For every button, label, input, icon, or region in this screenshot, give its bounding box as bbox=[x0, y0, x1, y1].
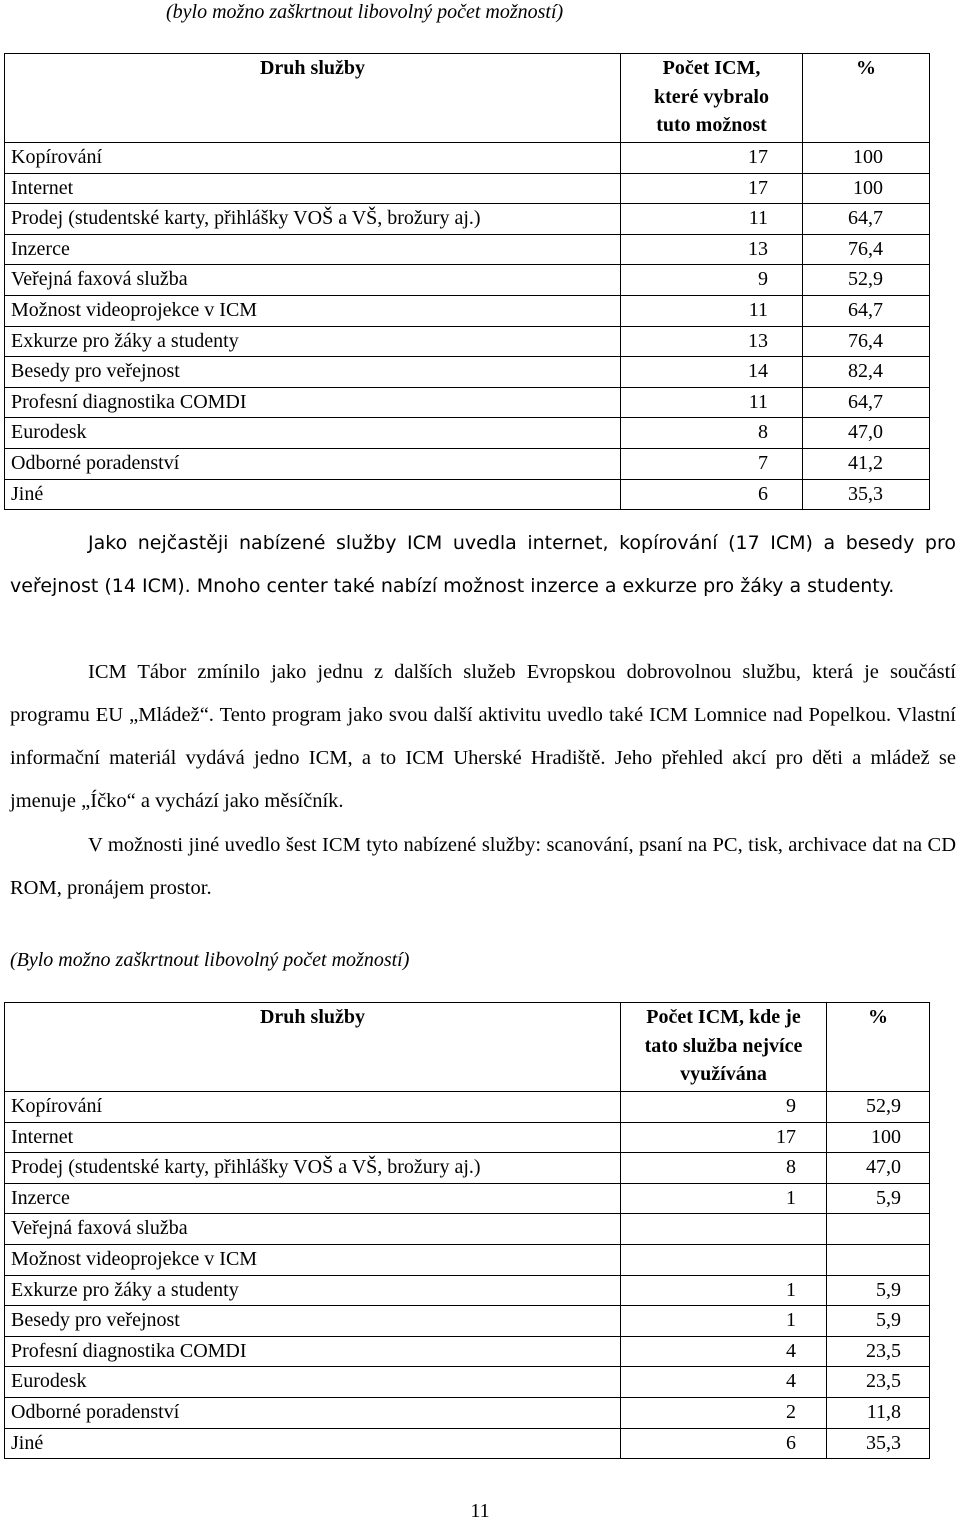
percent-cell: 100 bbox=[827, 1122, 930, 1153]
percent-cell: 76,4 bbox=[803, 326, 930, 357]
percent-cell: 82,4 bbox=[803, 357, 930, 388]
table-row bbox=[5, 326, 930, 357]
services-offered-table bbox=[4, 53, 930, 510]
table-row bbox=[5, 1397, 930, 1428]
table-row bbox=[5, 357, 930, 388]
table-row bbox=[5, 265, 930, 296]
count-cell: 6 bbox=[621, 479, 803, 510]
service-cell: Možnost videoprojekce v ICM bbox=[5, 1244, 621, 1275]
table-row bbox=[5, 418, 930, 449]
service-cell: Odborné poradenství bbox=[5, 448, 621, 479]
percent-cell: 52,9 bbox=[803, 265, 930, 296]
table-row bbox=[5, 1367, 930, 1398]
service-cell: Profesní diagnostika COMDI bbox=[5, 387, 621, 418]
table-row bbox=[5, 234, 930, 265]
service-cell: Veřejná faxová služba bbox=[5, 1214, 621, 1245]
table-row bbox=[5, 143, 930, 174]
service-cell: Besedy pro veřejnost bbox=[5, 1306, 621, 1337]
service-cell: Kopírování bbox=[5, 143, 621, 174]
services-most-used-table bbox=[4, 1002, 930, 1459]
count-cell: 17 bbox=[621, 1122, 827, 1153]
percent-cell: 23,5 bbox=[827, 1336, 930, 1367]
table-row bbox=[5, 1428, 930, 1459]
count-cell: 1 bbox=[621, 1275, 827, 1306]
percent-cell: 5,9 bbox=[827, 1306, 930, 1337]
percent-cell: 100 bbox=[803, 143, 930, 174]
count-cell: 2 bbox=[621, 1397, 827, 1428]
percent-cell: 41,2 bbox=[803, 448, 930, 479]
service-cell: Možnost videoprojekce v ICM bbox=[5, 295, 621, 326]
table-row bbox=[5, 1183, 930, 1214]
percent-cell bbox=[827, 1214, 930, 1245]
paragraph-tabor: ICM Tábor zmínilo jako jednu z dalších služeb Evropskou dobrovolnou službu, která je součástí programu EU „Mládež“. Tento program jako svou další aktivitu uvedlo také ICM Lomnice nad Popelkou. Vlastní informační materiál vydává jedno ICM, a to ICM Uherské Hradiště. Jeho přehled akcí pro děti a mládež se jmenuje „Íčko“ a vychází jako měsíčník. bbox=[10, 661, 956, 812]
header-service: Druh služby bbox=[5, 1003, 621, 1092]
paragraph-most-offered: Jako nejčastěji nabízené služby ICM uvedla internet, kopírování (17 ICM) a besedy pro veřejnost (14 ICM). Mnoho center také nabízí možnost inzerce a exkurze pro žáky a studenty. bbox=[10, 532, 956, 597]
service-cell: Besedy pro veřejnost bbox=[5, 357, 621, 388]
table-row bbox=[5, 1244, 930, 1275]
count-cell: 14 bbox=[621, 357, 803, 388]
header-service: Druh služby bbox=[5, 54, 621, 143]
percent-cell: 11,8 bbox=[827, 1397, 930, 1428]
count-cell: 7 bbox=[621, 448, 803, 479]
count-cell: 4 bbox=[621, 1367, 827, 1398]
count-cell: 9 bbox=[621, 1092, 827, 1123]
percent-cell: 64,7 bbox=[803, 387, 930, 418]
count-cell: 11 bbox=[621, 204, 803, 235]
header-count: Počet ICM, které vybralo tuto možnost bbox=[621, 54, 803, 143]
table-row bbox=[5, 1122, 930, 1153]
table-header-row bbox=[5, 54, 930, 143]
table-row bbox=[5, 295, 930, 326]
percent-cell: 35,3 bbox=[827, 1428, 930, 1459]
service-cell: Internet bbox=[5, 1122, 621, 1153]
percent-cell: 47,0 bbox=[827, 1153, 930, 1184]
count-cell: 13 bbox=[621, 234, 803, 265]
table-row bbox=[5, 479, 930, 510]
percent-cell: 64,7 bbox=[803, 204, 930, 235]
table1-body bbox=[5, 143, 930, 510]
service-cell: Exkurze pro žáky a studenty bbox=[5, 1275, 621, 1306]
percent-cell: 100 bbox=[803, 173, 930, 204]
table-row bbox=[5, 1153, 930, 1184]
paragraph-other-services: V možnosti jiné uvedlo šest ICM tyto nabízené služby: scanování, psaní na PC, tisk, archivace dat na CD ROM, pronájem prostor. bbox=[10, 834, 956, 899]
table2-note: (Bylo možno zaškrtnout libovolný počet možností) bbox=[10, 949, 410, 971]
percent-cell: 76,4 bbox=[803, 234, 930, 265]
table-row bbox=[5, 1306, 930, 1337]
percent-cell: 23,5 bbox=[827, 1367, 930, 1398]
count-cell: 1 bbox=[621, 1183, 827, 1214]
service-cell: Jiné bbox=[5, 1428, 621, 1459]
count-cell: 8 bbox=[621, 1153, 827, 1184]
service-cell: Inzerce bbox=[5, 1183, 621, 1214]
table-row bbox=[5, 448, 930, 479]
service-cell: Eurodesk bbox=[5, 1367, 621, 1398]
count-cell: 17 bbox=[621, 173, 803, 204]
count-cell: 11 bbox=[621, 387, 803, 418]
count-cell: 6 bbox=[621, 1428, 827, 1459]
count-cell: 4 bbox=[621, 1336, 827, 1367]
count-cell: 8 bbox=[621, 418, 803, 449]
count-cell: 13 bbox=[621, 326, 803, 357]
table-row bbox=[5, 387, 930, 418]
table-row bbox=[5, 173, 930, 204]
service-cell: Prodej (studentské karty, přihlášky VOŠ a VŠ, brožury aj.) bbox=[5, 204, 621, 235]
table-row bbox=[5, 1214, 930, 1245]
count-cell bbox=[621, 1244, 827, 1275]
service-cell: Jiné bbox=[5, 479, 621, 510]
service-cell: Eurodesk bbox=[5, 418, 621, 449]
header-percent: % bbox=[803, 54, 930, 143]
percent-cell: 64,7 bbox=[803, 295, 930, 326]
service-cell: Odborné poradenství bbox=[5, 1397, 621, 1428]
count-cell: 9 bbox=[621, 265, 803, 296]
page-number: 11 bbox=[470, 1500, 490, 1522]
percent-cell: 5,9 bbox=[827, 1183, 930, 1214]
service-cell: Profesní diagnostika COMDI bbox=[5, 1336, 621, 1367]
service-cell: Exkurze pro žáky a studenty bbox=[5, 326, 621, 357]
percent-cell: 52,9 bbox=[827, 1092, 930, 1123]
service-cell: Veřejná faxová služba bbox=[5, 265, 621, 296]
header-count: Počet ICM, kde je tato služba nejvíce využívána bbox=[621, 1003, 827, 1092]
table-row bbox=[5, 204, 930, 235]
header-percent: % bbox=[827, 1003, 930, 1092]
service-cell: Kopírování bbox=[5, 1092, 621, 1123]
service-cell: Prodej (studentské karty, přihlášky VOŠ a VŠ, brožury aj.) bbox=[5, 1153, 621, 1184]
table-row bbox=[5, 1336, 930, 1367]
count-cell: 17 bbox=[621, 143, 803, 174]
service-cell: Internet bbox=[5, 173, 621, 204]
table-row bbox=[5, 1092, 930, 1123]
table2-body bbox=[5, 1092, 930, 1459]
table-row bbox=[5, 1275, 930, 1306]
count-cell: 1 bbox=[621, 1306, 827, 1337]
count-cell: 11 bbox=[621, 295, 803, 326]
table1-note: (bylo možno zaškrtnout libovolný počet možností) bbox=[166, 1, 564, 23]
percent-cell: 35,3 bbox=[803, 479, 930, 510]
count-cell bbox=[621, 1214, 827, 1245]
percent-cell bbox=[827, 1244, 930, 1275]
percent-cell: 5,9 bbox=[827, 1275, 930, 1306]
percent-cell: 47,0 bbox=[803, 418, 930, 449]
table-header-row bbox=[5, 1003, 930, 1092]
service-cell: Inzerce bbox=[5, 234, 621, 265]
